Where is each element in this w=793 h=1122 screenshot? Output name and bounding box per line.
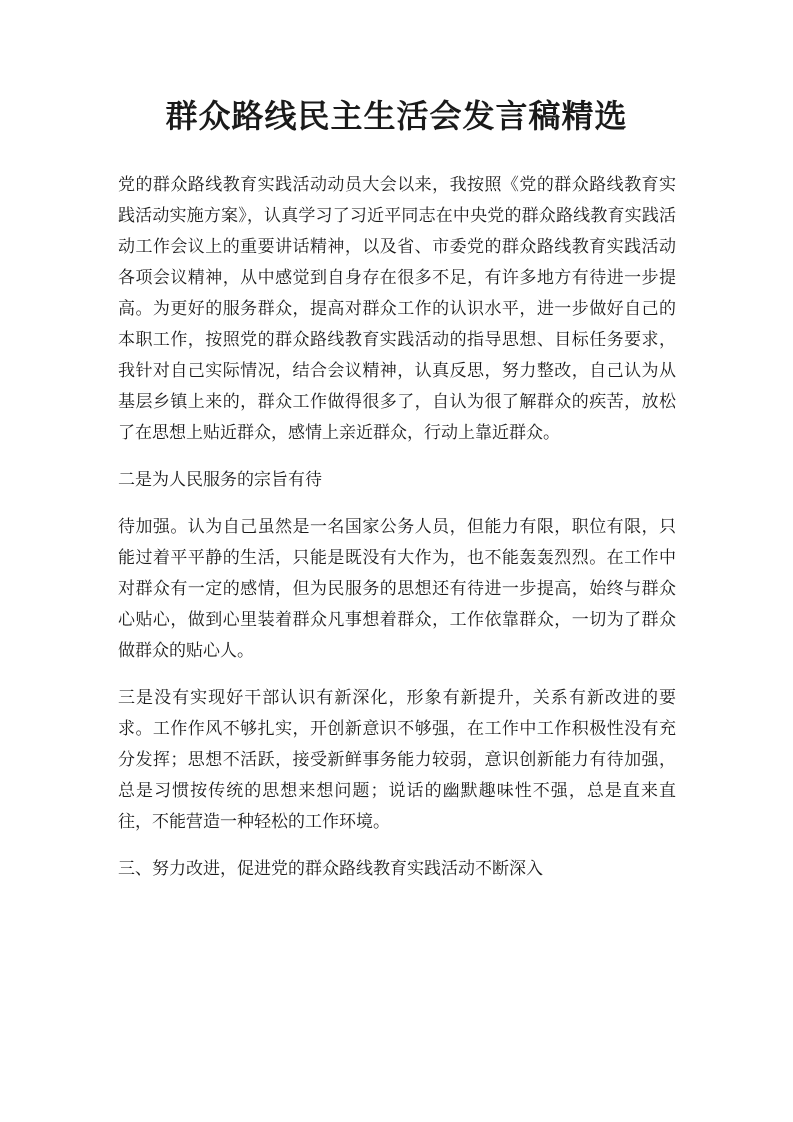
document-title: 群众路线民主生活会发言稿精选 — [165, 97, 628, 135]
paragraph-intro: 党的群众路线教育实践活动动员大会以来，我按照《党的群众路线教育实践活动实施方案》，认真学习了习近平同志在中央党的群众路线教育实践活动工作会议上的重要讲话精神，以及省、市委党的群众路线教育实践活动各项会议精神，从中感觉到自身存在很多不足，有许多地方有待进一步提高。为更好的服务群众，提高对群众工作的认识水平，进一步做好自己的本职工作，按照党的群众路线教育实践活动的指导思想、目标任务要求，我针对自己实际情况，结合会议精神，认真反思，努力整改，自己认为从基层乡镇上来的，群众工作做得很多了，自认为很了解群众的疾苦，放松了在思想上贴近群众，感情上亲近群众，行动上靠近群众。 — [118, 175, 676, 443]
document-body — [118, 170, 676, 901]
paragraph-service-detail: 待加强。认为自己虽然是一名国家公务人员，但能力有限，职位有限，只能过着平平静的生活，只能是既没有大作为，也不能轰轰烈烈。在工作中对群众有一定的感情，但为民服务的思想还有待进一步提高，始终与群众心贴心，做到心里装着群众凡事想着群众，工作依靠群众，一切为了群众做群众的贴心人。 — [118, 517, 676, 661]
paragraph-heading-service: 二是为人民服务的宗旨有待 — [118, 470, 322, 490]
paragraph-cadre-requirements: 三是没有实现好干部认识有新深化，形象有新提升，关系有新改进的要求。工作作风不够扎实，开创新意识不够强，在工作中工作积极性没有充分发挥；思想不活跃，接受新鲜事务能力较弱，意识创新能力有待加强，总是习惯按传统的思想来想问题；说话的幽默趣味性不强，总是直来直往，不能营造一种轻松的工作环境。 — [118, 688, 676, 832]
paragraph-section-three-heading: 三、努力改进，促进党的群众路线教育实践活动不断深入 — [118, 859, 543, 879]
